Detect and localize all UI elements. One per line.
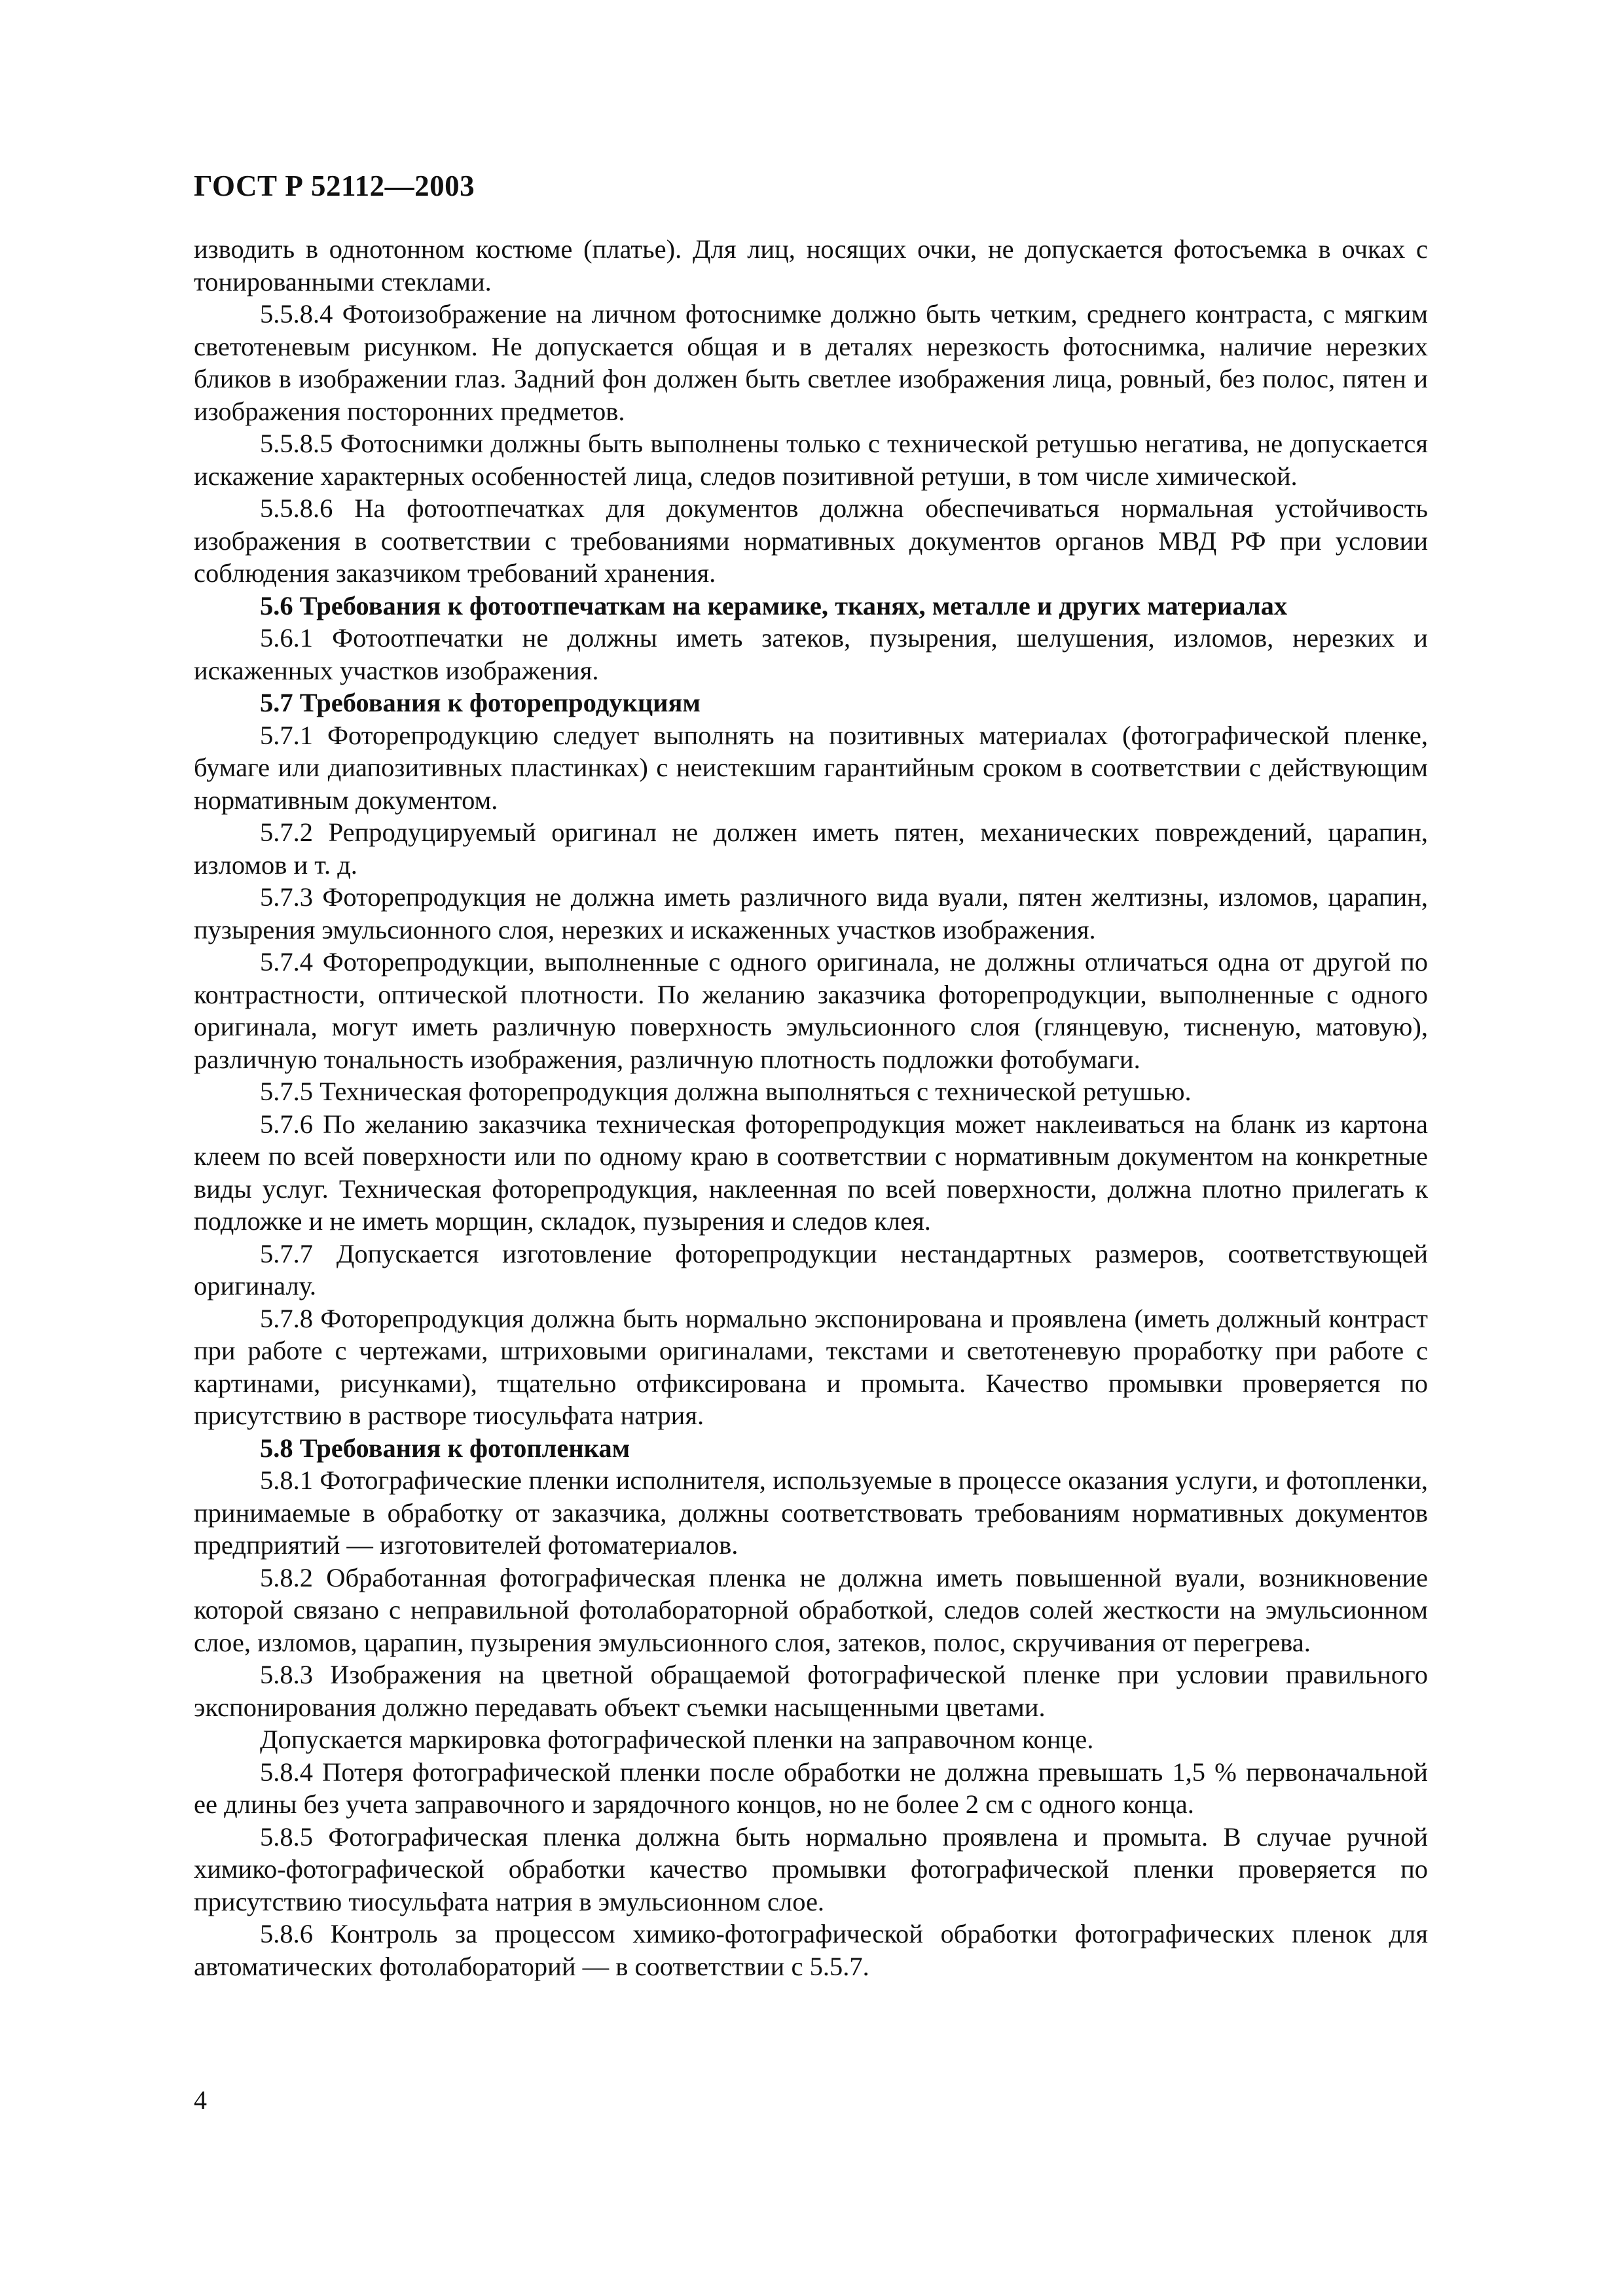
paragraph: 5.8.3 Изображения на цветной обращаемой фотографической пленке при условии правильного экспонирования должно передавать объект съемки насыщенными цветами. [194, 1660, 1428, 1722]
paragraph: 5.7.5 Техническая фоторепродукция должна выполняться с технической ретушью. [260, 1077, 1192, 1106]
paragraph: 5.7.2 Репродуцируемый оригинал не должен иметь пятен, механических повреждений, царапин, изломов и т. д. [194, 817, 1428, 880]
paragraph: 5.7.4 Фоторепродукции, выполненные с одного оригинала, не должны отличаться одна от другой по контрастности, оптической плотности. По желанию заказчика фоторепродукции, выполненные с одного оригинала, могут иметь различную поверхность эмульсионного слоя (глянцевую, тисненую, матовую), различную тональность изображения, различную плотность подложки фотобумаги. [194, 947, 1428, 1074]
paragraph: 5.8.1 Фотографические пленки исполнителя, используемые в процессе оказания услуги, и фотопленки, принимаемые в обработку от заказчика, должны соответствовать требованиям нормативных документов предприятий — изготовителей фотоматериалов. [194, 1465, 1428, 1560]
section-heading: 5.8 Требования к фотопленкам [260, 1433, 630, 1463]
paragraph: 5.5.8.5 Фотоснимки должны быть выполнены только с технической ретушью негатива, не допускается искажение характерных особенностей лица, следов позитивной ретуши, в том числе химической. [194, 429, 1428, 491]
document-body [194, 233, 1428, 1982]
paragraph: 5.7.6 По желанию заказчика техническая фоторепродукция может наклеиваться на бланк из картона клеем по всей поверхности или по одному краю в соответствии с нормативным документом на конкретные виды услуг. Техническая фоторепродукция, наклеенная по всей поверхности, должна плотно прилегать к подложке и не иметь морщин, складок, пузырения и следов клея. [194, 1109, 1428, 1236]
paragraph: 5.5.8.4 Фотоизображение на личном фотоснимке должно быть четким, среднего контраста, с мягким светотеневым рисунком. Не допускается общая и в деталях нерезкость фотоснимка, наличие нерезких бликов в изображении глаз. Задний фон должен быть светлее изображения лица, ровный, без полос, пятен и изображения посторонних предметов. [194, 299, 1428, 426]
section-heading: 5.6 Требования к фотоотпечаткам на керамике, тканях, металле и других материалах [260, 590, 1288, 620]
paragraph: 5.8.4 Потеря фотографической пленки после обработки не должна превышать 1,5 % первоначальной ее длины без учета заправочного и зарядочного концов, но не более 2 см с одного конца. [194, 1757, 1428, 1819]
paragraph: 5.8.2 Обработанная фотографическая пленка не должна иметь повышенной вуали, возникновение которой связано с неправильной фотолабораторной обработкой, следов солей жесткости на эмульсионном слое, изломов, царапин, пузырения эмульсионного слоя, затеков, полос, скручивания от перегрева. [194, 1562, 1428, 1657]
paragraph: 5.6.1 Фотоотпечатки не должны иметь затеков, пузырения, шелушения, изломов, нерезких и искаженных участков изображения. [194, 623, 1428, 685]
document-header: ГОСТ Р 52112—2003 [194, 170, 475, 202]
paragraph: 5.7.8 Фоторепродукция должна быть нормально экспонирована и проявлена (иметь должный контраст при работе с чертежами, штриховыми оригиналами, текстами и светотеневую проработку при работе с картинами, рисунками), тщательно отфиксирована и промыта. Качество промывки проверяется по присутствию в растворе тиосульфата натрия. [194, 1303, 1428, 1430]
page-number: 4 [194, 2085, 207, 2115]
section-heading: 5.7 Требования к фоторепродукциям [260, 688, 701, 717]
paragraph: Допускается маркировка фотографической пленки на заправочном конце. [260, 1725, 1094, 1754]
paragraph: 5.5.8.6 На фотоотпечатках для документов должна обеспечиваться нормальная устойчивость изображения в соответствии с требованиями нормативных документов органов МВД РФ при условии соблюдения заказчиком требований хранения. [194, 493, 1428, 588]
paragraph: 5.7.3 Фоторепродукция не должна иметь различного вида вуали, пятен желтизны, изломов, царапин, пузырения эмульсионного слоя, нерезких и искаженных участков изображения. [194, 882, 1428, 944]
paragraph: 5.7.7 Допускается изготовление фоторепродукции нестандартных размеров, соответствующей оригиналу. [194, 1238, 1428, 1300]
paragraph: 5.8.5 Фотографическая пленка должна быть нормально проявлена и промыта. В случае ручной химико-фотографической обработки качество промывки фотографической пленки проверяется по присутствию тиосульфата натрия в эмульсионном слое. [194, 1821, 1428, 1916]
paragraph: 5.8.6 Контроль за процессом химико-фотографической обработки фотографических пленок для автоматических фотолабораторий — в соответствии с 5.5.7. [194, 1919, 1428, 1981]
paragraph: 5.7.1 Фоторепродукцию следует выполнять на позитивных материалах (фотографической пленке, бумаге или диапозитивных пластинках) с неистекшим гарантийным сроком в соответствии с действующим нормативным документом. [194, 720, 1428, 815]
paragraph: изводить в однотонном костюме (платье). Для лиц, носящих очки, не допускается фотосъемка в очках с тонированными стеклами. [194, 234, 1428, 296]
